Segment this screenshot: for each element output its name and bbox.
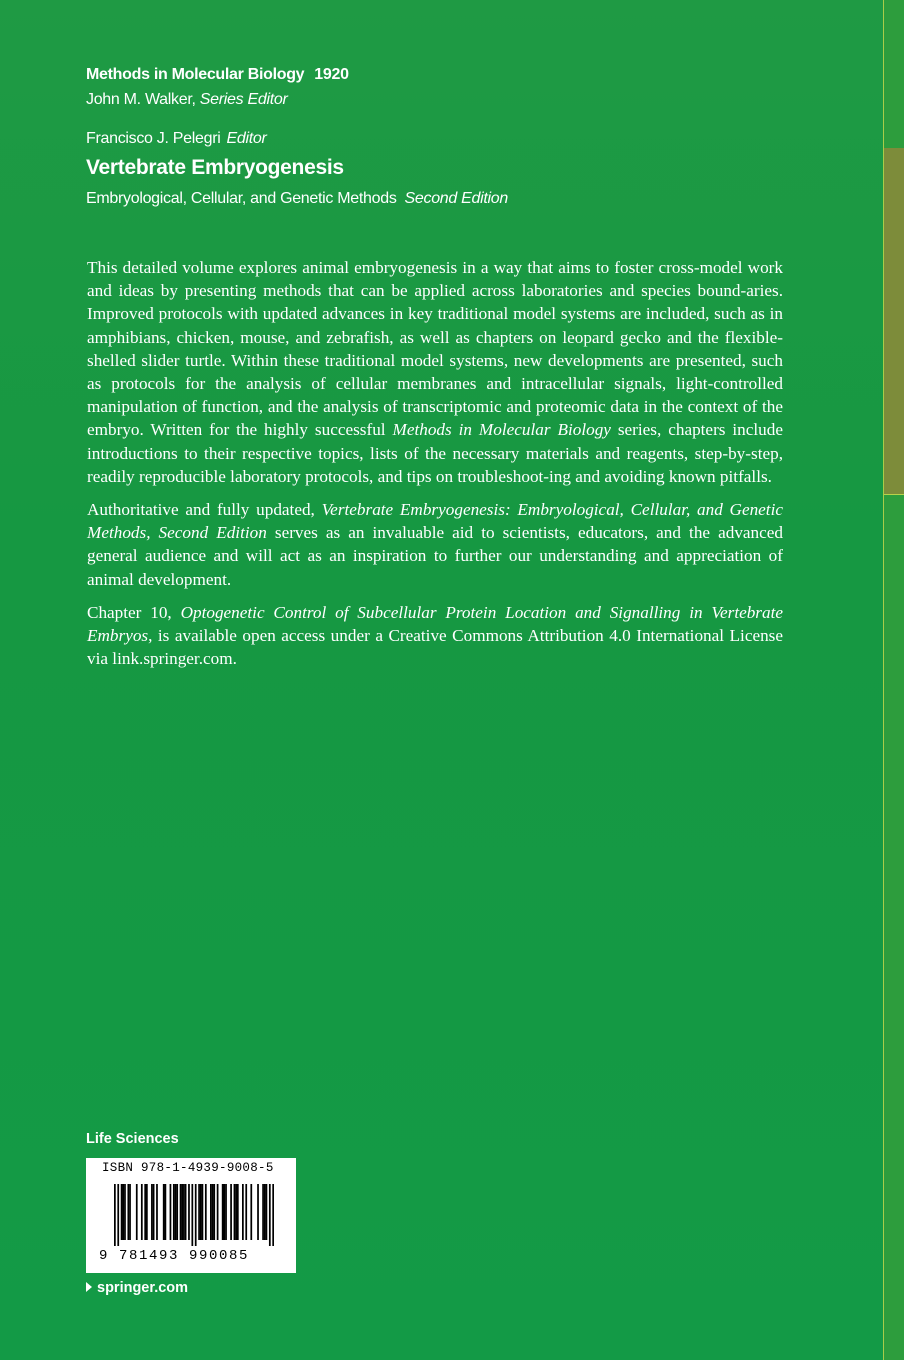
blurb-p3-text: Chapter 10, (87, 602, 181, 622)
barcode-bar (153, 1184, 155, 1240)
barcode-bar (225, 1184, 227, 1240)
barcode-bar (180, 1184, 182, 1240)
barcode-bar (181, 1184, 183, 1240)
barcode-bar (183, 1184, 185, 1240)
barcode-bar (250, 1184, 252, 1240)
book-title: Vertebrate Embryogenesis (86, 156, 344, 179)
barcode-bar (266, 1184, 268, 1240)
blurb-paragraph-1 (87, 256, 783, 488)
barcode-bar (188, 1184, 190, 1240)
blurb-p1-series: Methods in Molecular Biology (392, 420, 611, 440)
publisher-website-link[interactable] (86, 1280, 188, 1296)
barcode-bar (124, 1184, 126, 1240)
barcode-bar (114, 1184, 116, 1246)
blurb-p1-text-end: series, chapters include introductions to their respective topics, lists of the necessary materials and reagents, step-by-step, readily reproducible laboratory protocols, and tips on troubleshoot-ing and avoiding known pitfalls. (87, 420, 783, 486)
barcode-bar (200, 1184, 202, 1240)
barcode-bar (141, 1184, 143, 1240)
barcode-bar (176, 1184, 178, 1240)
barcode-bar (262, 1184, 264, 1240)
barcode-bar (235, 1184, 237, 1240)
series-line (86, 66, 349, 84)
barcode-bar (122, 1184, 124, 1240)
barcode-bar (163, 1184, 165, 1240)
barcode-bar (230, 1184, 232, 1240)
series-name: Methods in Molecular Biology (86, 66, 305, 83)
blurb (87, 256, 783, 680)
barcode-bar (117, 1184, 119, 1246)
barcode-bar (146, 1184, 148, 1240)
barcode-bars (114, 1184, 274, 1246)
barcode-bar (170, 1184, 172, 1240)
barcode-bar (202, 1184, 204, 1240)
blurb-p3-title: Optogenetic Control of Subcellular Protein Location and Signalling in Vertebrate Embryos (87, 602, 783, 646)
series-number: 1920 (314, 66, 349, 83)
series-editor-name: John M. Walker, (86, 91, 196, 108)
series-editor-role: Series Editor (199, 91, 288, 108)
barcode-bar (237, 1184, 239, 1240)
blurb-p2-text: Authoritative and fully updated, (87, 500, 322, 520)
barcode-bar (173, 1184, 175, 1240)
isbn-barcode (86, 1158, 296, 1273)
barcode-bar (195, 1184, 197, 1246)
barcode-bar (136, 1184, 138, 1240)
barcode-bar (151, 1184, 153, 1240)
editor-line (86, 130, 267, 148)
barcode-bar (234, 1184, 236, 1240)
blurb-paragraph-2 (87, 498, 783, 591)
subtitle-line (86, 190, 508, 208)
editor-role: Editor (226, 130, 267, 147)
barcode-bar (175, 1184, 177, 1240)
arrow-right-icon (86, 1282, 92, 1292)
barcode-bar (127, 1184, 129, 1240)
blurb-p3-text-end: , is available open access under a Creative Commons Attribution 4.0 International License via link.springer.com. (87, 626, 783, 669)
blurb-p2-title: Vertebrate Embryogenesis: Embryological, Cellular, and Genetic Methods, Second Edition (87, 500, 783, 543)
barcode-digits: 9 781493 990085 (99, 1248, 250, 1264)
barcode-bar (245, 1184, 247, 1240)
barcode-bar (272, 1184, 274, 1246)
barcode-bar (121, 1184, 123, 1240)
blurb-p1-text: This detailed volume explores animal embryogenesis in a way that aims to foster cross-model work and ideas by presenting methods that can be applied across laboratories and species bound-aries. Improved protocols with updated advances in key traditional model systems are included, such as in amphibians, chicken, mouse, and zebrafish, as well as chapters on leopard gecko and the flexible-shelled slider turtle. Within these traditional model systems, new developments are presented, such as protocols for the analysis of cellular membranes and intracellular signals, light-controlled manipulation of function, and the analysis of transcriptomic and proteomic data in the context of the embryo. Written for the highly successful (87, 258, 783, 440)
website-label: springer.com (97, 1280, 189, 1296)
barcode-bar (129, 1184, 131, 1240)
barcode-bar (156, 1184, 158, 1240)
book-edition: Second Edition (404, 190, 508, 207)
barcode-bar (144, 1184, 146, 1240)
barcode-bar (269, 1184, 271, 1246)
barcode-bar (165, 1184, 167, 1240)
spine-band-edge (884, 494, 904, 495)
barcode-bar (191, 1184, 193, 1246)
barcode-bar (222, 1184, 224, 1240)
barcode-bar (217, 1184, 219, 1240)
barcode-bar (205, 1184, 207, 1240)
barcode-bar (223, 1184, 225, 1240)
barcode-bar (242, 1184, 244, 1240)
barcode-bar (212, 1184, 214, 1240)
subject-category: Life Sciences (86, 1131, 179, 1147)
isbn-label: ISBN 978-1-4939-9008-5 (102, 1161, 274, 1175)
barcode-bar (198, 1184, 200, 1240)
book-subtitle: Embryological, Cellular, and Genetic Methods (86, 190, 397, 207)
barcode-bar (185, 1184, 187, 1240)
barcode-bar (213, 1184, 215, 1240)
series-editor-line (86, 91, 287, 109)
barcode-bar (257, 1184, 259, 1240)
editor-name: Francisco J. Pelegri (86, 130, 221, 147)
barcode-bar (210, 1184, 212, 1240)
spine-band (884, 148, 904, 494)
spine-divider (883, 0, 884, 1360)
blurb-paragraph-3 (87, 601, 783, 671)
blurb-p2-text-end: serves as an invaluable aid to scientists, educators, and the advanced general audience and will act as an inspiration to further our understanding and appreciation of animal development. (87, 523, 783, 589)
barcode-bar (264, 1184, 266, 1240)
